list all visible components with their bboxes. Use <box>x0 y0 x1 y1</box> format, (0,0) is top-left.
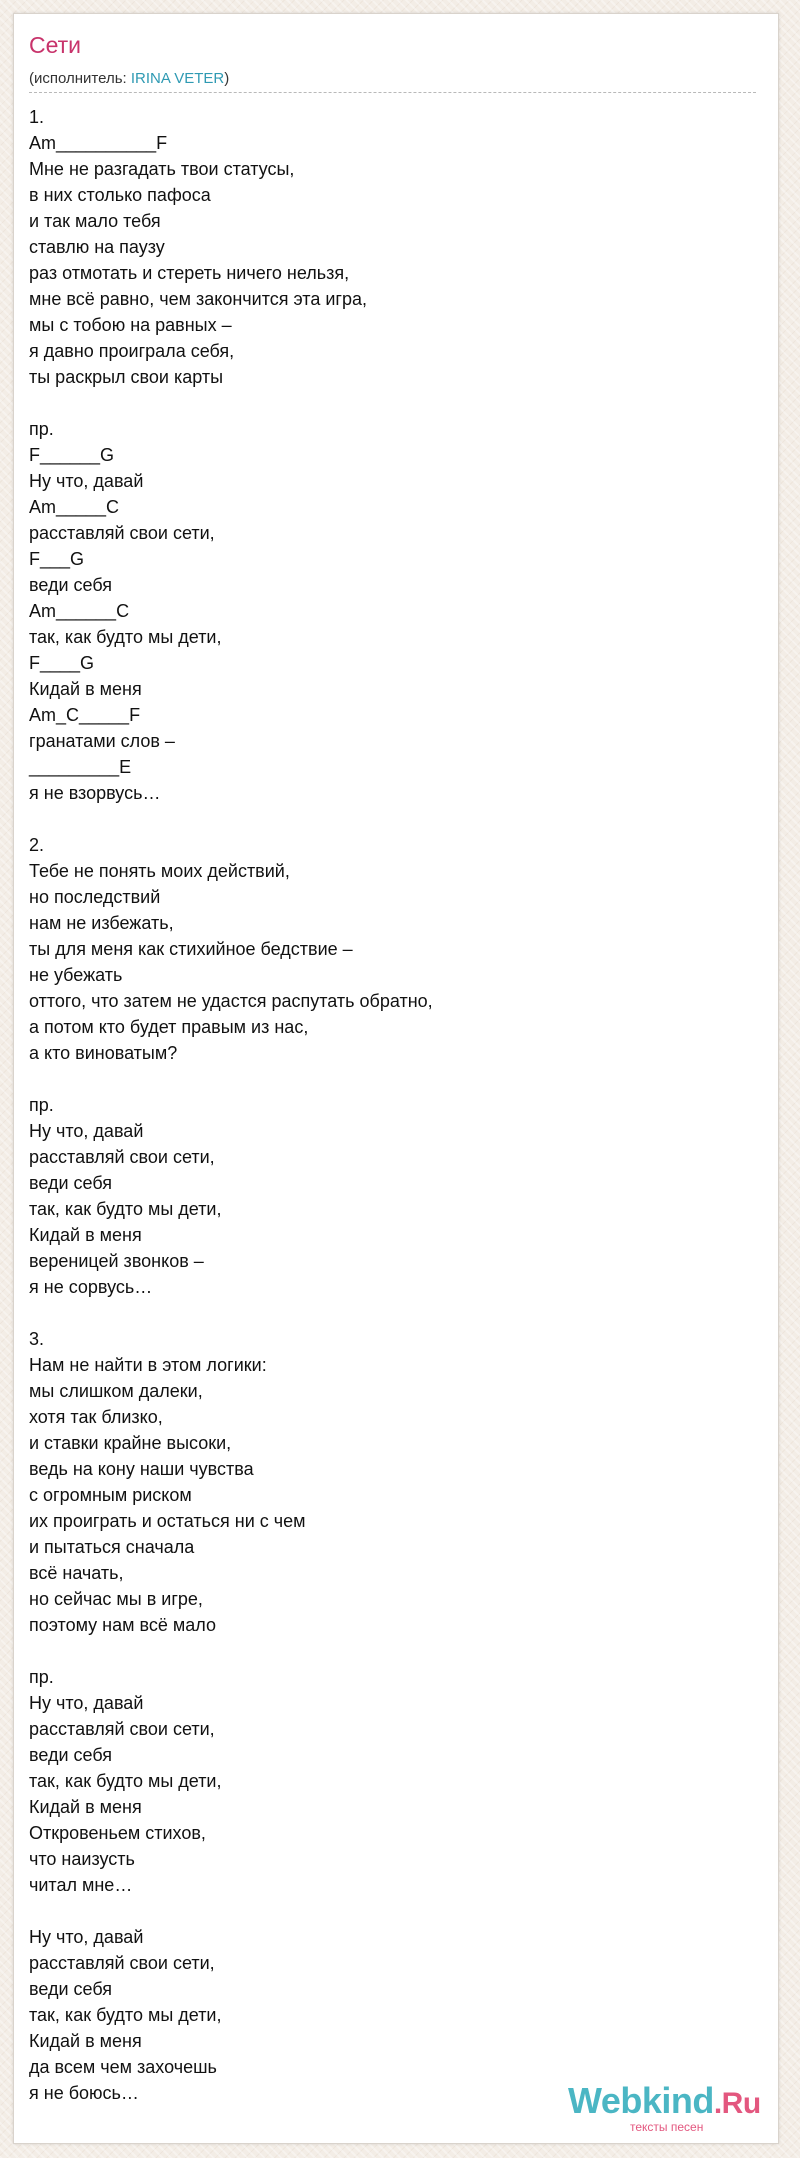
lyric-line: но последствий <box>29 887 161 907</box>
lyric-line: и так мало тебя <box>29 211 161 231</box>
lyric-line: Am_____C <box>29 497 120 517</box>
lyric-line: оттого, что затем не удастся распутать обратно, <box>29 991 433 1011</box>
lyric-line: а потом кто будет правым из нас, <box>29 1017 309 1037</box>
lyric-line: мне всё равно, чем закончится эта игра, <box>29 289 368 309</box>
lyric-line: так, как будто мы дети, <box>29 1199 222 1219</box>
lyric-line: читал мне… <box>29 1875 133 1895</box>
lyric-line: хотя так близко, <box>29 1407 163 1427</box>
lyric-line: да всем чем захочешь <box>29 2057 217 2077</box>
lyric-line: веди себя <box>29 575 113 595</box>
lyric-line: их проиграть и остаться ни с чем <box>29 1511 306 1531</box>
lyric-line: _________E <box>29 757 132 777</box>
lyric-blank-line <box>29 1300 749 1326</box>
lyric-line: F______G <box>29 445 115 465</box>
lyric-line: всё начать, <box>29 1563 124 1583</box>
lyric-line: расставляй свои сети, <box>29 1147 215 1167</box>
logo-brand: Webkind <box>568 2080 714 2121</box>
lyric-line: Am__________F <box>29 133 168 153</box>
lyric-line: Ну что, давай <box>29 1121 144 1141</box>
lyric-line: поэтому нам всё мало <box>29 1615 216 1635</box>
lyric-line: пр. <box>29 1667 54 1687</box>
lyric-line: в них столько пафоса <box>29 185 211 205</box>
lyric-line: Тебе не понять моих действий, <box>29 861 290 881</box>
webkind-logo[interactable] <box>568 2080 768 2142</box>
lyric-line: и ставки крайне высоки, <box>29 1433 232 1453</box>
lyric-line: Am______C <box>29 601 130 621</box>
lyric-line: Am_C_____F <box>29 705 141 725</box>
lyric-line: пр. <box>29 419 54 439</box>
lyric-line: я давно проиграла себя, <box>29 341 235 361</box>
lyric-line: что наизусть <box>29 1849 135 1869</box>
lyric-line: F___G <box>29 549 85 569</box>
lyric-line: 2. <box>29 835 45 855</box>
artist-link[interactable]: IRINA VETER <box>130 70 225 87</box>
lyric-blank-line <box>29 1066 749 1092</box>
lyric-line: Кидай в меня <box>29 1225 142 1245</box>
lyric-line: я не боюсь… <box>29 2083 139 2103</box>
divider <box>29 92 756 93</box>
lyric-line: так, как будто мы дети, <box>29 627 222 647</box>
lyric-line: Откровеньем стихов, <box>29 1823 206 1843</box>
lyric-line: веди себя <box>29 1173 113 1193</box>
lyric-blank-line <box>29 1898 749 1924</box>
lyric-line: я не сорвусь… <box>29 1277 153 1297</box>
song-title: Сети <box>29 32 82 58</box>
lyric-line: я не взорвусь… <box>29 783 161 803</box>
lyric-blank-line <box>29 806 749 832</box>
lyric-line: и пытаться сначала <box>29 1537 195 1557</box>
lyrics-text <box>29 104 749 2106</box>
lyric-line: расставляй свои сети, <box>29 523 215 543</box>
lyric-line: так, как будто мы дети, <box>29 2005 222 2025</box>
lyric-line: 3. <box>29 1329 45 1349</box>
lyric-line: Ну что, давай <box>29 1693 144 1713</box>
lyric-line: 1. <box>29 107 45 127</box>
lyric-line: Кидай в меня <box>29 2031 142 2051</box>
lyric-line: веди себя <box>29 1745 113 1765</box>
lyric-blank-line <box>29 1638 749 1664</box>
lyric-line: пр. <box>29 1095 54 1115</box>
lyric-line: Нам не найти в этом логики: <box>29 1355 267 1375</box>
lyric-line: F____G <box>29 653 95 673</box>
lyric-line: Мне не разгадать твои статусы, <box>29 159 295 179</box>
lyric-line: а кто виноватым? <box>29 1043 178 1063</box>
lyric-line: Ну что, давай <box>29 471 144 491</box>
lyric-blank-line <box>29 390 749 416</box>
lyric-line: ты раскрыл свои карты <box>29 367 224 387</box>
artist-line <box>29 70 229 88</box>
artist-prefix: (исполнитель: <box>29 70 131 87</box>
lyric-line: расставляй свои сети, <box>29 1953 215 1973</box>
lyric-line: мы слишком далеки, <box>29 1381 203 1401</box>
lyric-line: ставлю на паузу <box>29 237 165 257</box>
artist-suffix: ) <box>224 70 230 87</box>
lyric-line: мы с тобою на равных – <box>29 315 232 335</box>
logo-tld: .Ru <box>713 2087 761 2120</box>
lyric-line: расставляй свои сети, <box>29 1719 215 1739</box>
lyric-line: Кидай в меня <box>29 679 142 699</box>
lyric-line: ты для меня как стихийное бедствие – <box>29 939 353 959</box>
lyric-line: с огромным риском <box>29 1485 192 1505</box>
lyric-line: нам не избежать, <box>29 913 174 933</box>
lyric-line: веди себя <box>29 1979 113 1999</box>
lyric-line: так, как будто мы дети, <box>29 1771 222 1791</box>
lyric-line: гранатами слов – <box>29 731 175 751</box>
lyric-line: ведь на кону наши чувства <box>29 1459 254 1479</box>
lyric-line: Кидай в меня <box>29 1797 142 1817</box>
lyric-line: но сейчас мы в игре, <box>29 1589 203 1609</box>
lyric-line: вереницей звонков – <box>29 1251 204 1271</box>
logo-tagline: тексты песен <box>630 2120 704 2134</box>
logo-wordmark <box>568 2080 761 2125</box>
lyric-line: раз отмотать и стереть ничего нельзя, <box>29 263 350 283</box>
lyric-line: Ну что, давай <box>29 1927 144 1947</box>
lyric-line: не убежать <box>29 965 123 985</box>
